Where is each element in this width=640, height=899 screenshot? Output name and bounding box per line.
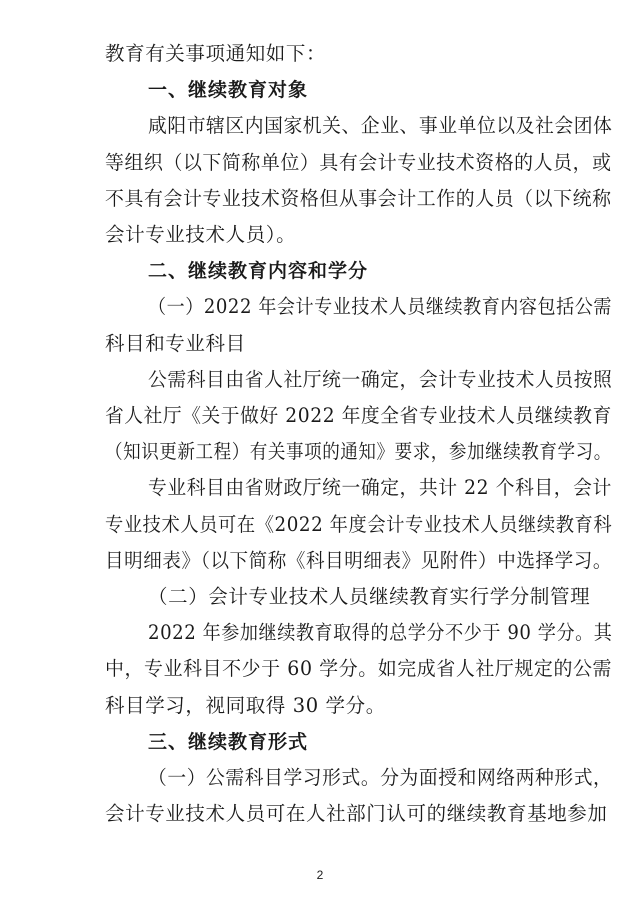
text-line: 目明细表》（以下简称《科目明细表》见附件）中选择学习。 <box>105 549 612 572</box>
text-line: 会计专业技术人员）。 <box>105 223 297 246</box>
subsection-heading: （一）2022 年会计专业技术人员继续教育内容包括公需 <box>148 295 613 318</box>
text-line: 省人社厅《关于做好 2022 年度全省专业技术人员继续教育 <box>105 404 612 427</box>
text-line: 科目学习，视同取得 30 学分。 <box>105 694 386 717</box>
section-heading: 二、继续教育内容和学分 <box>148 260 369 282</box>
text-line: 会计专业技术人员可在人社部门认可的继续教育基地参加 <box>105 802 608 825</box>
text-line: 咸阳市辖区内国家机关、企业、事业单位以及社会团体 <box>148 114 613 137</box>
subsection-heading: （一）公需科目学习形式。分为面授和网络两种形式， <box>148 766 613 789</box>
text-line: （知识更新工程）有关事项的通知》要求，参加继续教育学习。 <box>105 440 612 463</box>
text-line: 公需科目由省人社厅统一确定，会计专业技术人员按照 <box>148 368 613 391</box>
text-line: 科目和专业科目 <box>105 332 246 355</box>
text-line: 等组织（以下简称单位）具有会计专业技术资格的人员，或 <box>105 151 612 174</box>
section-heading: 一、继续教育对象 <box>148 79 309 101</box>
text-line: 不具有会计专业技术资格但从事会计工作的人员（以下统称 <box>105 187 612 210</box>
text-line: 2022 年参加继续教育取得的总学分不少于 90 学分。其 <box>148 621 613 644</box>
subsection-heading: （二）会计专业技术人员继续教育实行学分制管理 <box>148 585 591 608</box>
text-line: 专业技术人员可在《2022 年度会计专业技术人员继续教育科 <box>105 513 613 536</box>
text-line: 专业科目由省财政厅统一确定，共计 22 个科目，会计 <box>148 476 612 499</box>
text-line: 中，专业科目不少于 60 学分。如完成省人社厅规定的公需 <box>105 657 613 680</box>
page-number: 2 <box>316 868 324 882</box>
section-heading: 三、继续教育形式 <box>148 731 309 753</box>
text-line: 教育有关事项通知如下： <box>105 42 327 65</box>
